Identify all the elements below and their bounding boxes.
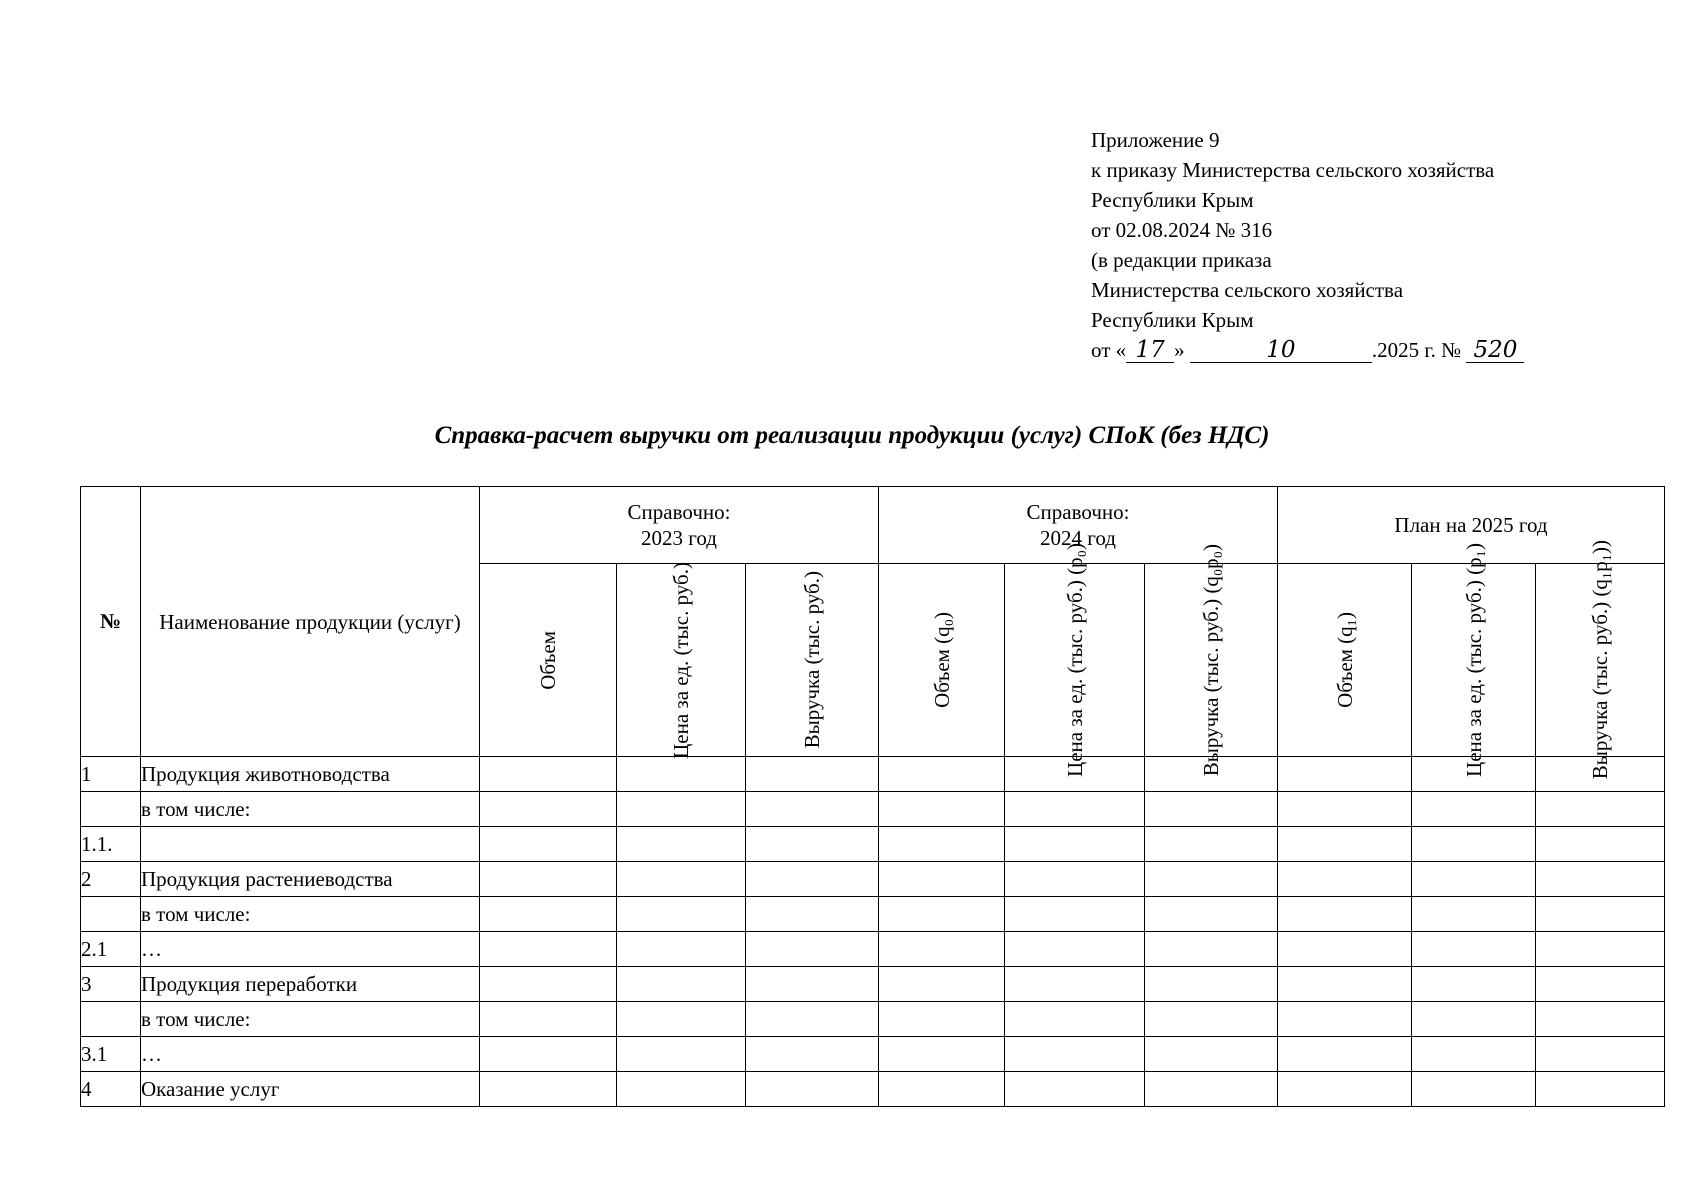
date-suffix: .2025 г. № (1371, 338, 1462, 362)
order-date-line (1091, 335, 1524, 365)
appendix-header (1091, 125, 1524, 365)
handwritten-day: 17 (1126, 338, 1174, 363)
table-row: в том числе: (81, 792, 1665, 827)
header-line: Приложение 9 (1091, 128, 1220, 152)
table-row: 1.1. (81, 827, 1665, 862)
subheader-2023-volume: Объем (480, 564, 617, 757)
group-header-2023: Справочно: 2023 год (480, 487, 879, 564)
group-header-2024: Справочно: 2024 год (879, 487, 1278, 564)
subheader-2023-revenue: Выручка (тыс. руб.) (746, 564, 879, 757)
document-title: Справка-расчет выручки от реализации продукции (услуг) СПоК (без НДС) (434, 422, 1270, 449)
header-line: от 02.08.2024 № 316 (1091, 218, 1273, 242)
table-row: 4 Оказание услуг (81, 1072, 1665, 1107)
subheader-2023-price: Цена за ед. (тыс. руб.) (617, 564, 746, 757)
header-line: (в редакции приказа (1091, 248, 1272, 272)
handwritten-month: 10 (1190, 338, 1372, 363)
subheader-2024-revenue: Выручка (тыс. руб.) (q₀p₀) (1145, 564, 1278, 757)
column-header-number: № (81, 487, 141, 757)
subheader-2024-price: Цена за ед. (тыс. руб.) (p₀) (1005, 564, 1145, 757)
table-row: 2.1 … (81, 932, 1665, 967)
header-line: Министерства сельского хозяйства (1091, 278, 1404, 302)
group-header-2025-plan: План на 2025 год (1278, 487, 1665, 564)
date-prefix: от « (1091, 338, 1127, 362)
handwritten-order-number: 520 (1466, 338, 1524, 363)
subheader-2025-revenue: Выручка (тыс. руб.) (q₁p₁)) (1536, 564, 1665, 757)
column-header-product-name: Наименование продукции (услуг) (141, 487, 480, 757)
header-line: Республики Крым (1091, 188, 1254, 212)
subheader-2025-volume: Объем (q₁) (1278, 564, 1412, 757)
table-row: 3 Продукция переработки (81, 967, 1665, 1002)
table-row: 3.1 … (81, 1037, 1665, 1072)
table-row: в том числе: (81, 1002, 1665, 1037)
header-line: к приказу Министерства сельского хозяйства (1091, 158, 1495, 182)
header-line: Республики Крым (1091, 308, 1254, 332)
table-row: 1 Продукция животноводства (81, 757, 1665, 792)
table-row: в том числе: (81, 897, 1665, 932)
revenue-table (80, 486, 1665, 1107)
subheader-2024-volume: Объем (q₀) (879, 564, 1005, 757)
subheader-2025-price: Цена за ед. (тыс. руб.) (p₁) (1412, 564, 1536, 757)
table-row: 2 Продукция растениеводства (81, 862, 1665, 897)
date-mid: » (1174, 338, 1185, 362)
